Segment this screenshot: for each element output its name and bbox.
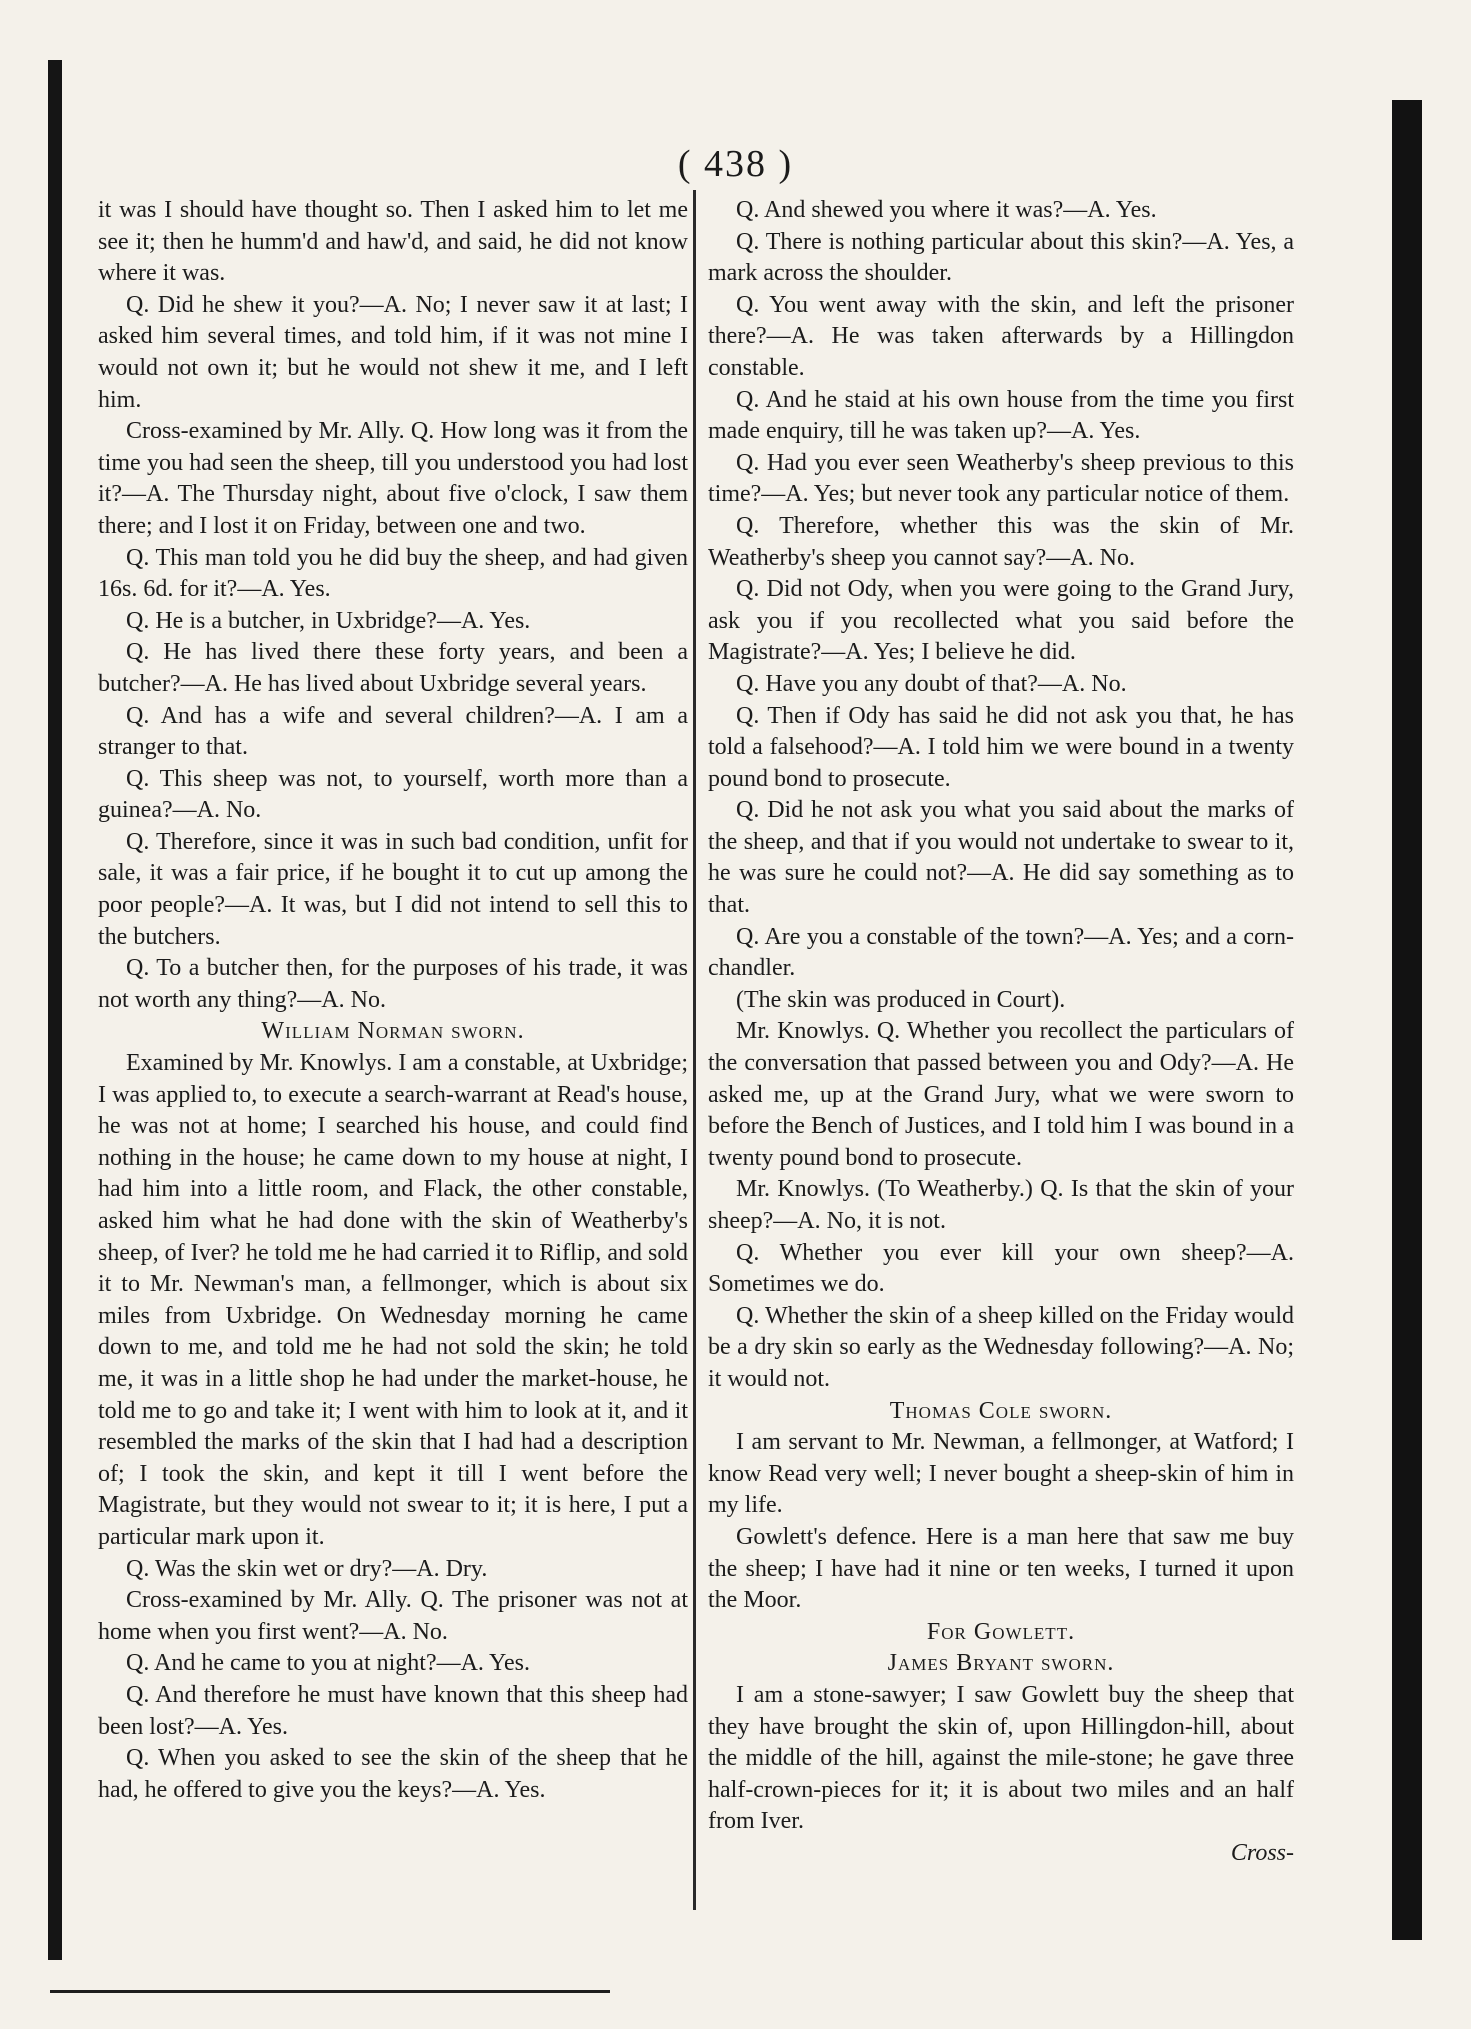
paragraph: Q. Whether the skin of a sheep killed on the Friday would be a dry skin so early as the Wednesday following?—A. No; it would not. [708,1302,1294,1392]
paragraph: Q. You went away with the skin, and left the prisoner there?—A. He was taken afterwards by a Hillingdon constable. [708,291,1294,381]
paragraph: Q. And he came to you at night?—A. Yes. [126,1650,530,1677]
paragraph: Mr. Knowlys. Q. Whether you recollect the particulars of the conversation that passed between you and Ody?—A. He asked me, up at the Grand Jury, what we were sworn to before the Bench of Justices, and I told him I was bound in a twenty pound bond to prosecute. [708,1018,1294,1171]
catchword: Cross- [1230,1839,1294,1866]
right-column [708,195,1294,1869]
paragraph: Q. To a butcher then, for the purposes of his trade, it was not worth any thing?—A. No. [98,955,688,1013]
paragraph: Q. Did he shew it you?—A. No; I never saw it at last; I asked him several times, and told him, if it was not mine I would not own it; but he would not shew it me, and I left him. [98,291,688,413]
paragraph: Q. This man told you he did buy the sheep, and had given 16s. 6d. for it?—A. Yes. [98,544,688,603]
paragraph: Q. When you asked to see the skin of the sheep that he had, he offered to give you the keys?—A. Yes. [98,1745,688,1803]
paragraph: Q. And has a wife and several children?—A. I am a stranger to that. [98,702,688,761]
page-number: ( 438 ) [677,143,794,185]
paragraph: I am a stone-sawyer; I saw Gowlett buy the sheep that they have brought the skin of, upon Hillingdon-hill, about the middle of the hill, against the mile-stone; he gave three half-crown-pieces for it; it is about two miles and an half from Iver. [708,1681,1294,1835]
paragraph: Q. And therefore he must have known that this sheep had been lost?—A. Yes. [98,1681,688,1740]
section-heading: Thomas Cole sworn. [889,1397,1113,1424]
left-column [98,195,688,1806]
paragraph: (The skin was produced in Court). [736,986,1066,1013]
paragraph: Q. Had you ever seen Weatherby's sheep previous to this time?—A. Yes; but never took any particular notice of them. [708,449,1294,508]
paragraph: Examined by Mr. Knowlys. I am a constable, at Uxbridge; I was applied to, to execute a search-warrant at Read's house, he was not at home; I searched his house, and could find nothing in the house; he came down to my house at night, I had him into a little room, and Flack, the other constable, asked him what he had done with the skin of Weatherby's sheep, of Iver? he told me he had carried it to Riflip, and sold it to Mr. Newman's man, a fellmonger, which is about six miles from Uxbridge. On Wednesday morning he came down to me, and told me he had not sold the skin; he told me, it was in a little shop he had under the market-house, he told me to go and take it; I went with him to look at it, and it resembled the marks of the skin that I had had a description of; I took the skin, and kept it till I went before the Magistrate, but they would not swear to it; it is here, I put a particular mark upon it. [98,1050,688,1550]
paragraph: Q. And he staid at his own house from the time you first made enquiry, till he was taken up?—A. Yes. [708,386,1294,445]
page-edge-shadow-right [1392,100,1422,1940]
page-edge-shadow-left [48,60,62,1960]
paragraph: Q. And shewed you where it was?—A. Yes. [736,197,1157,223]
paragraph: Cross-examined by Mr. Ally. Q. The prisoner was not at home when you first went?—A. No. [98,1587,688,1645]
paragraph: Q. Whether you ever kill your own sheep?—A. Sometimes we do. [708,1239,1294,1298]
paragraph: Mr. Knowlys. (To Weatherby.) Q. Is that the skin of your sheep?—A. No, it is not. [708,1176,1294,1234]
paragraph: Gowlett's defence. Here is a man here that saw me buy the sheep; I have had it nine or ten weeks, I turned it upon the Moor. [708,1523,1294,1614]
paragraph: Q. Then if Ody has said he did not ask you that, he has told a falsehood?—A. I told him we were bound in a twenty pound bond to prosecute. [708,702,1294,792]
paragraph: Q. Did not Ody, when you were going to the Grand Jury, ask you if you recollected what you said before the Magistrate?—A. Yes; I believe he did. [708,576,1294,666]
paragraph: Q. Have you any doubt of that?—A. No. [736,670,1127,697]
section-heading: William Norman sworn. [261,1018,525,1045]
paragraph: Q. Are you a constable of the town?—A. Yes; and a corn-chandler. [708,923,1294,982]
paragraph: Q. Therefore, since it was in such bad condition, unfit for sale, it was a fair price, if he bought it to cut up among the poor people?—A. It was, but I did not intend to sell this to the butchers. [98,828,688,950]
paragraph: Q. Did he not ask you what you said about the marks of the sheep, and that if you would not undertake to swear to it, he was sure he could not?—A. He did say something as to that. [708,797,1294,919]
paragraph: Q. Was the skin wet or dry?—A. Dry. [126,1555,488,1582]
section-heading: James Bryant sworn. [887,1650,1115,1677]
paragraph: Q. This sheep was not, to yourself, worth more than a guinea?—A. No. [98,765,688,824]
paragraph: Cross-examined by Mr. Ally. Q. How long was it from the time you had seen the sheep, till you understood you had lost it?—A. The Thursday night, about five o'clock, I saw them there; and I lost it on Friday, between one and two. [98,418,688,539]
paragraph: I am servant to Mr. Newman, a fellmonger, at Watford; I know Read very well; I never bought a sheep-skin of him in my life. [708,1429,1294,1519]
paragraph: Q. Therefore, whether this was the skin of Mr. Weatherby's sheep you cannot say?—A. No. [708,512,1294,571]
page-edge-line-bottom [50,1990,610,1993]
paragraph: Q. He is a butcher, in Uxbridge?—A. Yes. [126,607,531,634]
paragraph: Q. There is nothing particular about this skin?—A. Yes, a mark across the shoulder. [708,228,1294,287]
paragraph: it was I should have thought so. Then I asked him to let me see it; then he humm'd and haw'd, and said, he did not know where it was. [98,197,688,287]
section-heading: For Gowlett. [926,1618,1076,1645]
column-divider [693,190,696,1910]
paragraph: Q. He has lived there these forty years, and been a butcher?—A. He has lived about Uxbridge several years. [98,639,688,697]
